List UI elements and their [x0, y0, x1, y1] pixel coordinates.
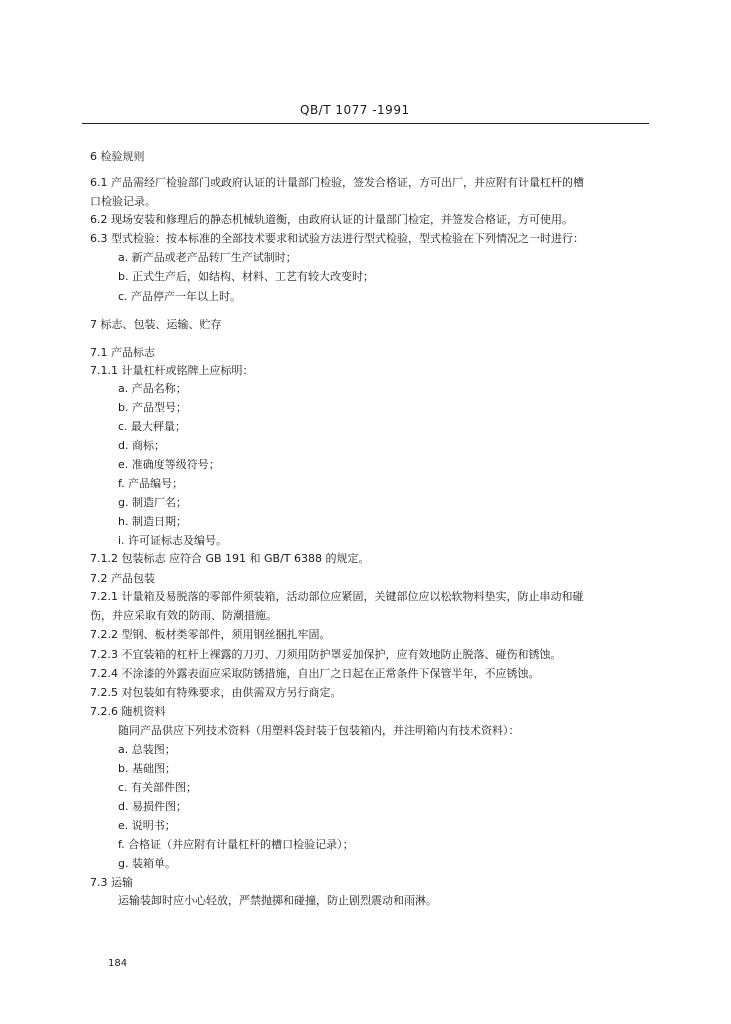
clause-6-3: 6.3 型式检验：按本标准的全部技术要求和试验方法进行型式检验，型式检验在下列情况之一时进行： [90, 232, 584, 245]
list-item: b. 正式生产后，如结构、材料、工艺有较大改变时； [118, 270, 374, 283]
list-item: a. 产品名称； [118, 382, 187, 395]
list-item: g. 制造厂名； [118, 496, 187, 509]
clause-7-2-1: 7.2.1 计量箱及易脱落的零部件须装箱，活动部位应紧固，关键部位应以松软物料垫实，防止串动和碰 [90, 590, 584, 603]
clause-7-2-3: 7.2.3 不宜装箱的杠杆上裸露的刀刃、刀须用防护罩妥加保护，应有效地防止脱落、碰伤和锈蚀。 [90, 648, 562, 661]
list-item: i. 许可证标志及编号。 [118, 534, 228, 547]
list-item: c. 产品停产一年以上时。 [118, 290, 242, 303]
list-item: e. 准确度等级符号； [118, 458, 220, 471]
clause-7-2-1-cont: 伤，并应采取有效的防雨、防潮措施。 [90, 609, 277, 622]
list-item: c. 最大秤量； [118, 420, 187, 433]
clause-6-1: 6.1 产品需经厂检验部门或政府认证的计量部门检验，签发合格证，方可出厂，并应附有计量杠杆的槽 [90, 176, 584, 189]
list-item: b. 产品型号； [118, 401, 187, 414]
clause-7-3: 7.3 运输 [90, 876, 133, 889]
list-item: g. 装箱单。 [118, 857, 176, 870]
clause-7-2: 7.2 产品包装 [90, 572, 155, 585]
clause-7-1-2: 7.1.2 包装标志 应符合 GB 191 和 GB/T 6388 的规定。 [90, 552, 370, 565]
list-item: d. 易损件图； [118, 800, 187, 813]
list-item: c. 有关部件图； [118, 781, 198, 794]
list-item: e. 说明书； [118, 819, 176, 832]
page-number: 184 [108, 958, 128, 969]
clause-7-2-4: 7.2.4 不涂漆的外露表面应采取防锈措施，自出厂之日起在正常条件下保管半年，不应锈蚀。 [90, 667, 540, 680]
list-item: a. 总装图； [118, 743, 176, 756]
list-item: h. 制造日期； [118, 515, 187, 528]
clause-7-2-2: 7.2.2 型钢、板材类零部件，须用钢丝捆扎牢固。 [90, 628, 331, 641]
clause-7-2-6: 7.2.6 随机资料 [90, 705, 166, 718]
list-item: d. 商标； [118, 439, 165, 452]
clause-7-2-6-intro: 随同产品供应下列技术资料（用塑料袋封装于包装箱内，并注明箱内有技术资料）： [118, 724, 520, 737]
section-6-heading: 6 检验规则 [90, 150, 145, 163]
list-item: f. 合格证（并应附有计量杠杆的槽口检验记录）； [118, 838, 354, 851]
header-rule [82, 123, 649, 124]
clause-7-2-5: 7.2.5 对包装如有特殊要求，由供需双方另行商定。 [90, 686, 342, 699]
clause-6-1-cont: 口检验记录。 [90, 195, 156, 208]
list-item: a. 新产品或老产品转厂生产试制时； [118, 251, 297, 264]
clause-7-1-1: 7.1.1 计量杠杆或铭牌上应标明： [90, 364, 254, 377]
clause-7-3-body: 运输装卸时应小心轻放，严禁抛掷和碰撞，防止剧烈震动和雨淋。 [118, 894, 437, 907]
section-7-heading: 7 标志、包装、运输、贮存 [90, 318, 222, 331]
page-header-code: QB/T 1077 -1991 [300, 103, 410, 117]
clause-7-1: 7.1 产品标志 [90, 346, 155, 359]
list-item: b. 基础图； [118, 762, 176, 775]
list-item: f. 产品编号； [118, 477, 184, 490]
clause-6-2: 6.2 现场安装和修理后的静态机械轨道衡，由政府认证的计量部门检定，并签发合格证，方可使用。 [90, 213, 573, 226]
